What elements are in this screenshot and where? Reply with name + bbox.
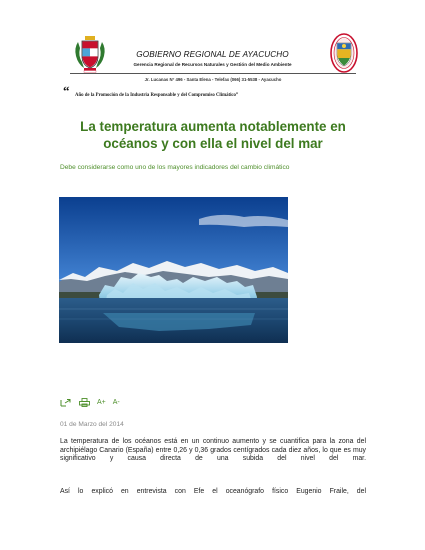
font-decrease-icon[interactable]: A-: [112, 399, 120, 406]
address-line: Jr. Lucanas N° 496 - Santa Elena - Telefax (066) 31-5538 - Ayacucho: [144, 77, 282, 82]
opening-quote-mark: “: [63, 83, 70, 98]
font-increase-icon[interactable]: A+: [97, 399, 106, 406]
print-icon[interactable]: [79, 398, 90, 407]
article-toolbar: [60, 398, 120, 407]
article-paragraph: La temperatura de los océanos está en un continuo aumento y se cuantifica para la zona del archipiélago Canario (España) entre 0,26 y 0,36 grados centígrados cada diez años, lo que es muy significativo y causa directa de una subida del nivel del mar.: [60, 438, 366, 463]
regional-coat-of-arms-logo: [72, 34, 108, 74]
organization-title: GOBIERNO REGIONAL DE AYACUCHO: [136, 50, 289, 59]
article-subheadline: Debe considerarse como uno de los mayores indicadores del cambio climático: [60, 164, 290, 171]
article-paragraph: Así lo explicó en entrevista con Efe el oceanógrafo físico Eugenio Fraile, del: [60, 488, 366, 495]
share-icon[interactable]: [60, 398, 72, 407]
year-motto: Año de la Promoción de la Industria Responsable y del Compromiso Climático”: [75, 93, 239, 98]
article-date: 01 de Marzo del 2014: [60, 421, 124, 428]
department-subtitle: Gerencia Regional de Recursos Naturales y Gestión del Medio Ambiente: [133, 62, 292, 67]
header-divider: [70, 73, 356, 74]
article-headline: La temperatura aumenta notablemente en océanos y con ella el nivel del mar: [80, 119, 346, 151]
department-shield-logo: [330, 33, 358, 73]
article-photo-iceberg: [59, 197, 288, 343]
